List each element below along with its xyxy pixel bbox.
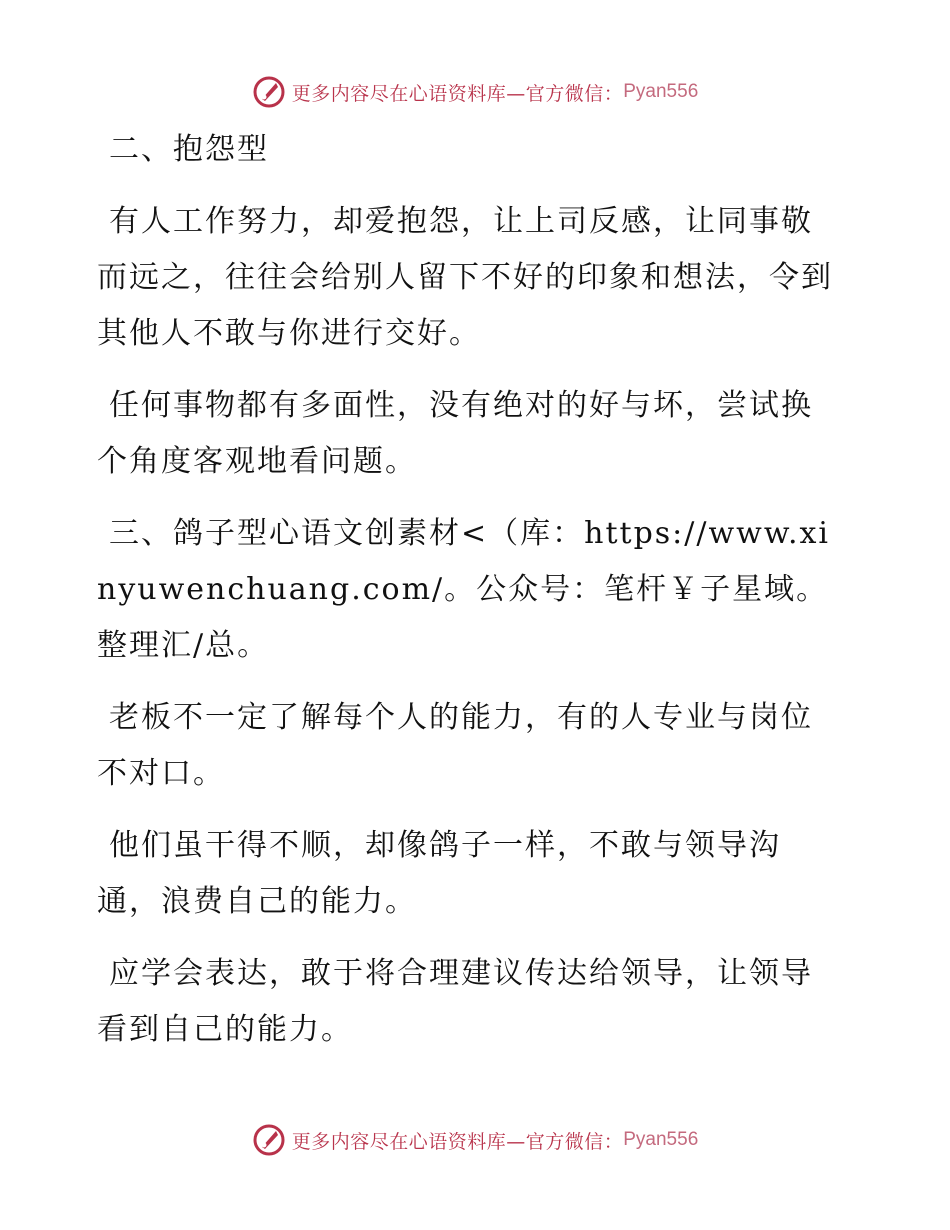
footer-banner-wechat-id: Pyan556 bbox=[623, 1129, 699, 1150]
paragraph-pigeon-advice: 应学会表达，敢于将合理建议传达给领导，让领导看到自己的能力。 bbox=[97, 956, 813, 1047]
footer-banner-text: 更多内容尽在心语资料库—官方微信： bbox=[291, 1130, 624, 1153]
quill-logo-icon bbox=[252, 1123, 286, 1157]
section-heading-complaining-type: 二、抱怨型 bbox=[109, 132, 269, 167]
document-body bbox=[97, 122, 837, 1058]
paragraph-pigeon-description: 老板不一定了解每个人的能力，有的人专业与岗位不对口。 bbox=[97, 700, 813, 791]
quill-logo-icon bbox=[252, 75, 286, 109]
paragraph-complaining-description: 有人工作努力，却爱抱怨，让上司反感，让同事敬而远之，往往会给别人留下不好的印象和想法，令到其他人不敢与你进行交好。 bbox=[97, 204, 833, 351]
header-banner-text: 更多内容尽在心语资料库—官方微信： bbox=[291, 82, 624, 105]
paragraph-complaining-advice: 任何事物都有多面性，没有绝对的好与坏，尝试换个角度客观地看问题。 bbox=[97, 388, 813, 479]
header-banner-wechat-id: Pyan556 bbox=[623, 81, 699, 102]
section-heading-pigeon-type: 三、鸽子型心语文创素材<（库：https://www.xinyuwenchuang.com/。公众号：笔杆￥子星域。整理汇/总。 bbox=[97, 516, 831, 663]
header-watermark-banner bbox=[0, 70, 950, 114]
paragraph-pigeon-behavior: 他们虽干得不顺，却像鸽子一样，不敢与领导沟通，浪费自己的能力。 bbox=[97, 828, 781, 919]
footer-watermark-banner bbox=[0, 1118, 950, 1162]
